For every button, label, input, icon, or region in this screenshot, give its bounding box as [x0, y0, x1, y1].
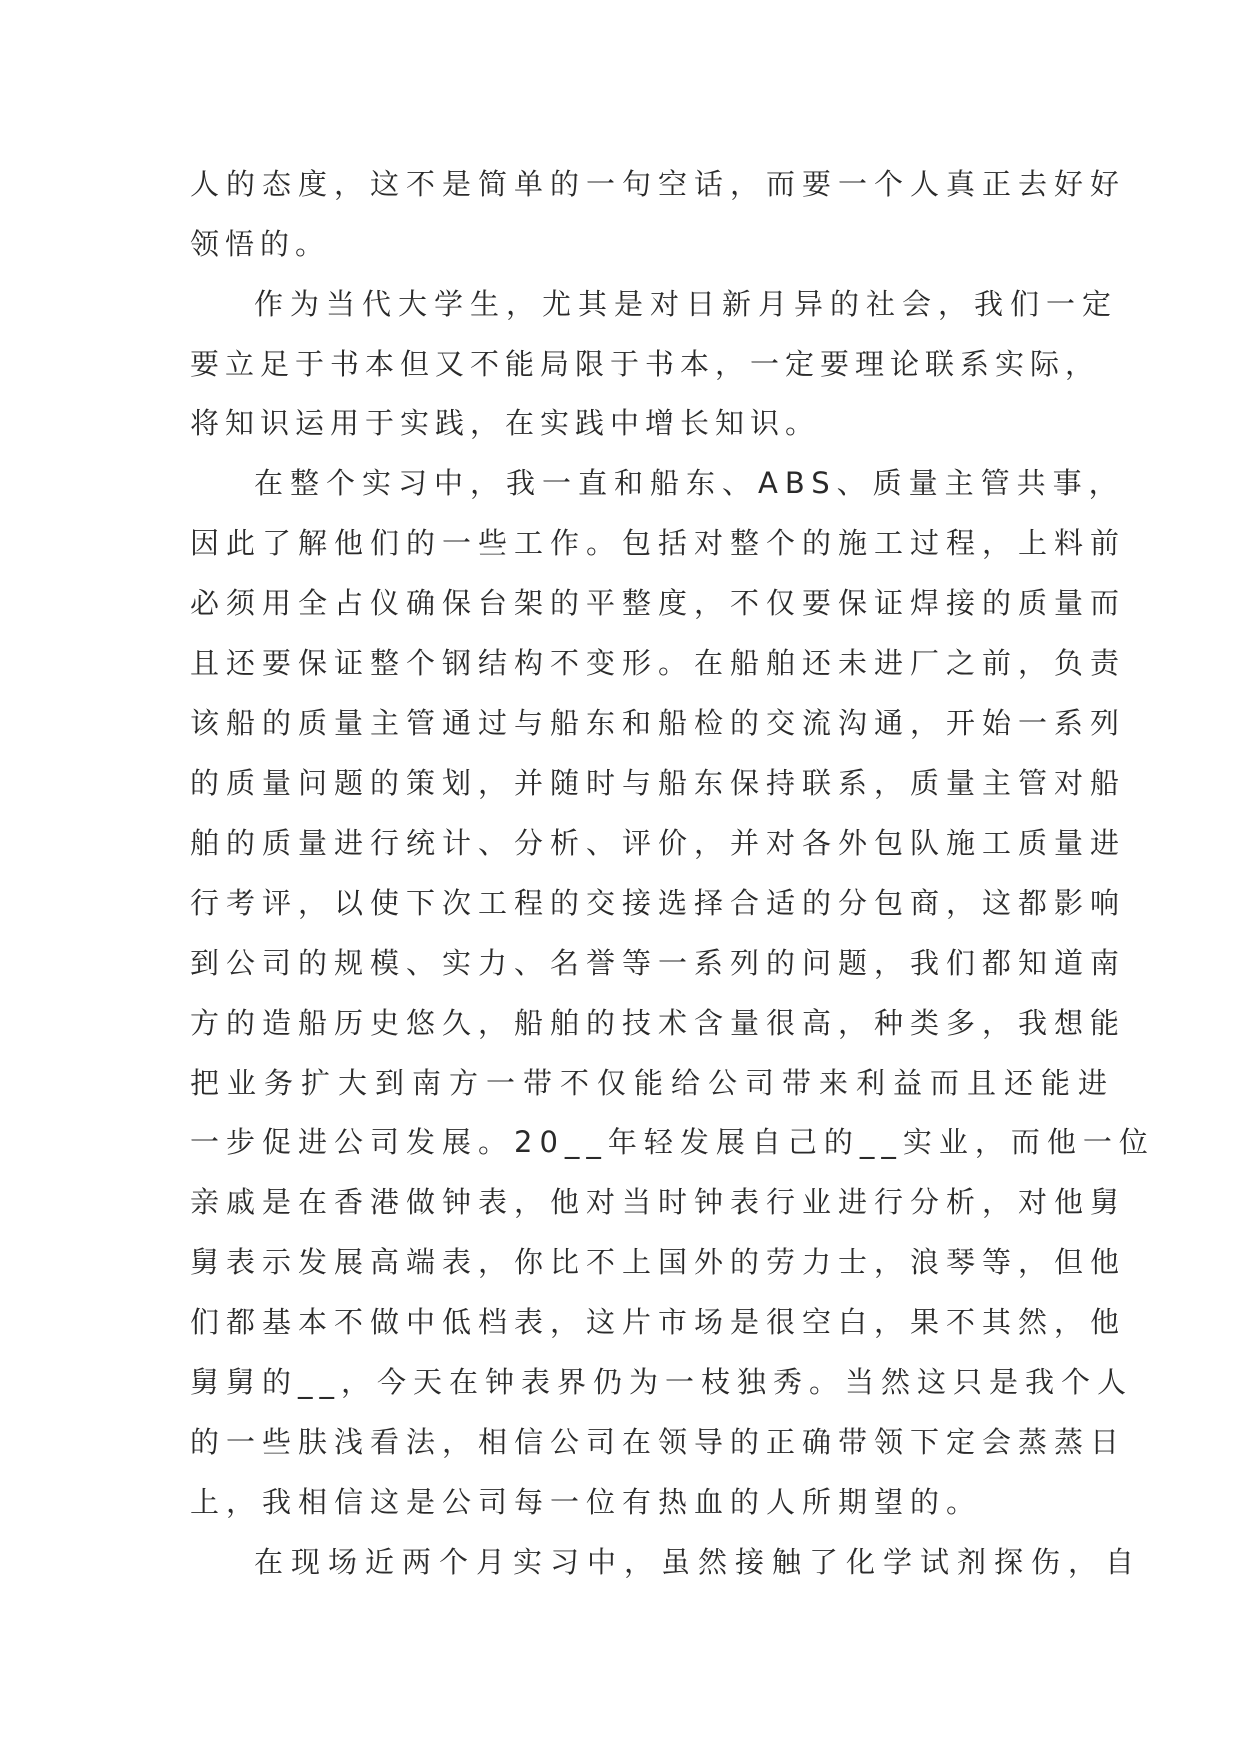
text-line: 舅表示发展高端表，你比不上国外的劳力士，浪琴等，但他: [190, 1245, 1127, 1279]
text-line: 作为当代大学生，尤其是对日新月异的社会，我们一定: [254, 287, 1119, 321]
text-line: 要立足于书本但又不能局限于书本，一定要理论联系实际，: [190, 347, 1101, 381]
text-line: 且还要保证整个钢结构不变形。在船舶还未进厂之前，负责: [190, 646, 1127, 680]
text-line: 们都基本不做中低档表，这片市场是很空白，果不其然，他: [190, 1305, 1127, 1339]
text-line: 行考评，以使下次工程的交接选择合适的分包商，这都影响: [190, 886, 1127, 920]
text-line: 的质量问题的策划，并随时与船东保持联系，质量主管对船: [190, 766, 1127, 800]
text-line: 舅舅的__，今天在钟表界仍为一枝独秀。当然这只是我个人: [190, 1365, 1134, 1399]
text-line: 舶的质量进行统计、分析、评价，并对各外包队施工质量进: [190, 826, 1127, 860]
text-line: 必须用全占仪确保台架的平整度，不仅要保证焊接的质量而: [190, 586, 1127, 620]
text-line: 将知识运用于实践，在实践中增长知识。: [190, 406, 821, 440]
text-line: 把业务扩大到南方一带不仅能给公司带来利益而且还能进: [190, 1066, 1116, 1100]
text-line: 一步促进公司发展。20__年轻发展自己的__实业，而他一位: [190, 1125, 1155, 1159]
text-line: 该船的质量主管通过与船东和船检的交流沟通，开始一系列: [190, 706, 1127, 740]
text-line: 亲戚是在香港做钟表，他对当时钟表行业进行分析，对他舅: [190, 1185, 1127, 1219]
text-line: 人的态度，这不是简单的一句空话，而要一个人真正去好好: [190, 167, 1127, 201]
text-line: 方的造船历史悠久，船舶的技术含量很高，种类多，我想能: [190, 1006, 1127, 1040]
text-line: 领悟的。: [190, 227, 331, 261]
text-line: 因此了解他们的一些工作。包括对整个的施工过程，上料前: [190, 526, 1127, 560]
text-line: 的一些肤浅看法，相信公司在领导的正确带领下定会蒸蒸日: [190, 1425, 1127, 1459]
text-line: 在整个实习中，我一直和船东、ABS、质量主管共事，: [254, 466, 1125, 500]
text-line: 在现场近两个月实习中，虽然接触了化学试剂探伤，自: [254, 1545, 1143, 1579]
text-line: 上，我相信这是公司每一位有热血的人所期望的。: [190, 1485, 983, 1519]
text-line: 到公司的规模、实力、名誉等一系列的问题，我们都知道南: [190, 946, 1127, 980]
